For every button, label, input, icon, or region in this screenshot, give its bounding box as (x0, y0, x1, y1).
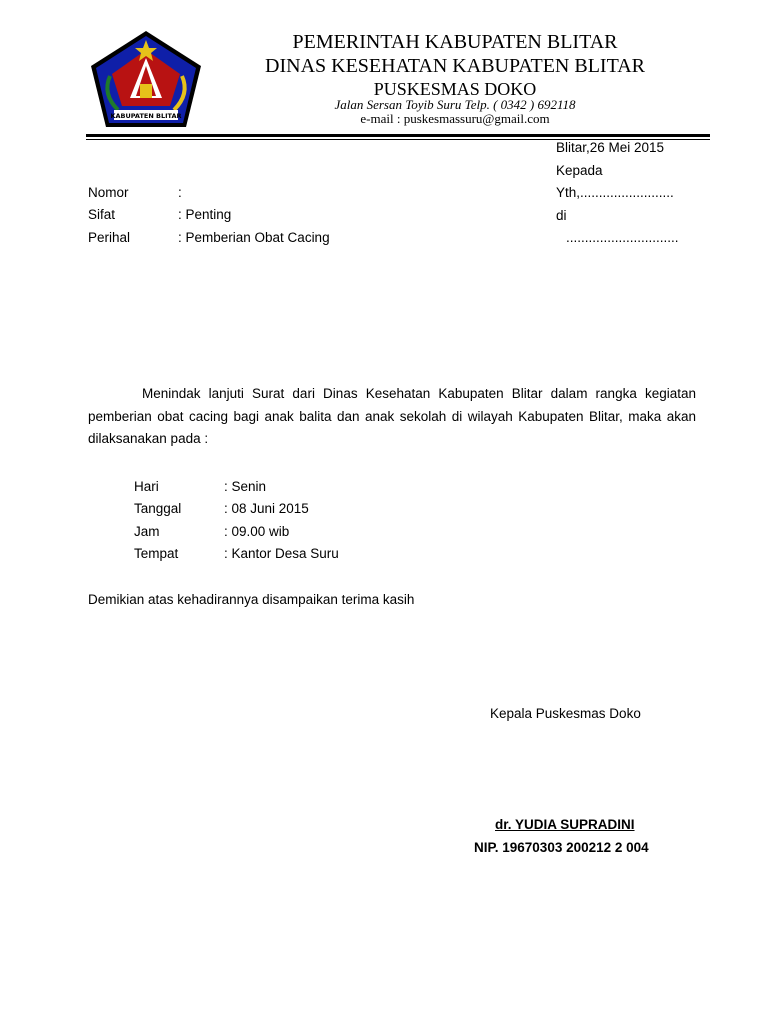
recipient-yth: Yth,......................... (556, 185, 674, 200)
recipient-place: .............................. (566, 230, 679, 245)
schedule-label-tanggal: Tanggal (134, 501, 182, 516)
schedule-value-tanggal: : 08 Juni 2015 (224, 501, 309, 516)
meta-value-sifat: : Penting (178, 207, 232, 222)
kabupaten-blitar-logo (88, 28, 204, 130)
schedule-value-tempat: : Kantor Desa Suru (224, 546, 339, 561)
recipient-di: di (556, 208, 567, 223)
meta-value-nomor: : (178, 185, 182, 200)
schedule-label-jam: Jam (134, 524, 160, 539)
letterhead-address: Jalan Sersan Toyib Suru Telp. ( 0342 ) 692118 (334, 97, 576, 112)
schedule-value-jam: : 09.00 wib (224, 524, 290, 539)
meta-value-perihal: : Pemberian Obat Cacing (178, 230, 330, 245)
schedule-label-hari: Hari (134, 479, 159, 494)
meta-label-nomor: Nomor (88, 185, 129, 200)
body-paragraph-text: Menindak lanjuti Surat dari Dinas Kesehatan Kabupaten Blitar dalam rangka kegiatan pemberian obat cacing bagi anak balita dan anak sekolah di wilayah Kabupaten Blitar, maka akan dilaksanakan pada : (88, 386, 696, 446)
letterhead-line-1: PEMERINTAH KABUPATEN BLITAR (292, 31, 618, 53)
signature-nip: NIP. 19670303 200212 2 004 (474, 840, 649, 855)
closing-sentence: Demikian atas kehadirannya disampaikan terima kasih (88, 592, 415, 607)
schedule-label-tempat: Tempat (134, 546, 179, 561)
letterhead-line-2: DINAS KESEHATAN KABUPATEN BLITAR (265, 55, 645, 77)
meta-label-perihal: Perihal (88, 230, 131, 245)
signature-name: dr. YUDIA SUPRADINI (495, 817, 635, 832)
letterhead-line-3: PUSKESMAS DOKO (373, 79, 537, 99)
meta-label-sifat: Sifat (88, 207, 116, 222)
signature-title: Kepala Puskesmas Doko (490, 706, 641, 721)
recipient-kepada: Kepada (556, 163, 603, 178)
svg-text:KABUPATEN BLITAR: KABUPATEN BLITAR (110, 112, 182, 120)
body-paragraph (88, 383, 696, 451)
schedule-value-hari: : Senin (224, 479, 267, 494)
letter-date: Blitar,26 Mei 2015 (556, 140, 665, 155)
letterhead-email: e-mail : puskesmassuru@gmail.com (360, 111, 550, 126)
letterhead-divider-thick (86, 134, 710, 137)
